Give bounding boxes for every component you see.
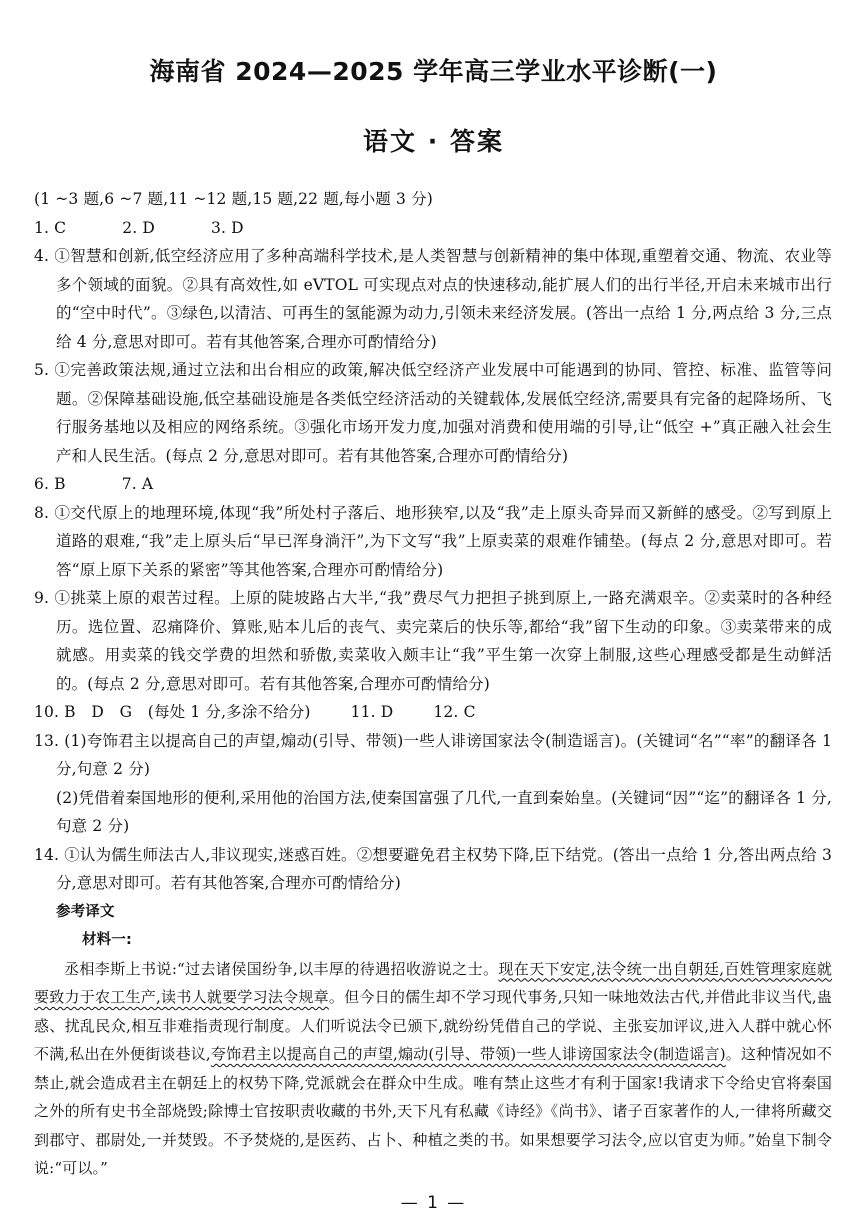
answer-11: 11. D	[350, 703, 394, 721]
answer-13-2: (2)凭借着秦国地形的便利,采用他的治国方法,使秦国富强了几代,一直到秦始皇。(关键词“因”“迄”的翻译各 1 分,句意 2 分)	[56, 788, 832, 835]
answer-14: 14. ①认为儒生师法古人,非议现实,迷惑百姓。②想要避免君主权势下降,臣下结党。(答出一点给 1 分,答出两点给 3 分,意思对即可。若有其他答案,合理亦可酌情给分)	[34, 845, 832, 892]
answer-7: 7. A	[121, 475, 154, 493]
translation-text: 丞相李斯上书说:“过去诸侯国纷争,以丰厚的待遇招收游说之士。	[64, 959, 499, 978]
answer-5: 5. ①完善政策法规,通过立法和出台相应的政策,解决低空经济产业发展中可能遇到的协同、管控、标准、监管等问题。②保障基础设施,低空基础设施是各类低空经济活动的关键载体,发展低空经济,需要具有完备的起降场所、飞行服务基地以及相应的网络系统。③强化市场开发力度,加强对消费和使用端的引导,让“低空 +”真正融入社会生产和人民生活。(每点 2 分,意思对即可。若有其他答案,合理亦可酌情给分)	[34, 361, 832, 465]
underlined-phrase: 现在天下安定,法令统一出自朝廷,百姓管理家庭就要致力于农工生产,读书人就要学习法令规章	[34, 959, 832, 1006]
answer-1: 1. C	[34, 218, 67, 237]
answer-6: 6. B	[34, 475, 66, 493]
answer-4: 4. ①智慧和创新,低空经济应用了多种高端科学技术,是人类智慧与创新精神的集中体现,重塑着交通、物流、农业等多个领域的面貌。②具有高效性,如 eVTOL 可实现点对点的快速移动,能扩展人们的出行半径,开启未来城市出行的“空中时代”。③绿色,以清洁、可再生的氢能源为动力,引领未来经济发展。(答出一点给 1 分,两点给 3 分,三点给 4 分,意思对即可。若有其他答案,合理亦可酌情给分)	[34, 247, 832, 351]
answer-3: 3. D	[210, 218, 244, 237]
answer-2: 2. D	[122, 218, 155, 237]
answer-12: 12. C	[433, 703, 476, 721]
answer-content	[34, 185, 832, 1183]
answer-13-1: 13. (1)夸饰君主以提高自己的声望,煽动(引导、带领)一些人诽谤国家法令(制造谣言)。(关键词“名”“率”的翻译各 1 分,句意 2 分)	[34, 731, 832, 778]
translation-text: 。这种情况如不禁止,就会造成君主在朝廷上的权势下降,党派就会在群众中生成。唯有禁止这些才有利于国家!我请求下令给史官将秦国之外的所有史书全部烧毁;除博士官按职责收藏的书外,天下凡有私藏《诗经》《尚书》、诸子百家著作的人,一律将所藏交到郡守、郡尉处,一并焚毁。不予焚烧的,是医药、占卜、种植之类的书。如果想要学习法令,应以官吏为师。”始皇下制令说:“可以。”	[34, 1045, 832, 1177]
answer-10: 10. B D G (每处 1 分,多涂不给分)	[34, 703, 311, 721]
score-note: (1 ~3 题,6 ~7 题,11 ~12 题,15 题,22 题,每小题 3 分)	[34, 190, 433, 208]
answer-row-1-3	[34, 214, 832, 243]
underlined-phrase: 夸饰君主以提高自己的声望,煽动(引导、带领)一些人诽谤国家法令(制造谣言)	[210, 1045, 726, 1063]
document-subtitle: 语文 · 答案	[363, 127, 504, 156]
material-heading: 材料一:	[82, 932, 132, 948]
answer-row-10-12	[34, 698, 832, 727]
translation-paragraph	[34, 955, 832, 1183]
page-number: — 1 —	[400, 1193, 467, 1213]
answer-row-6-7	[34, 470, 832, 499]
answer-8: 8. ①交代原上的地理环境,体现“我”所处村子落后、地形狭窄,以及“我”走上原头奇异而又新鲜的感受。②写到原上道路的艰难,“我”走上原头后“早已浑身淌汗”,为下文写“我”上原卖菜的艰难作铺垫。(每点 2 分,意思对即可。若答“原上原下关系的紧密”等其他答案,合理亦可酌情给分)	[34, 503, 832, 579]
translation-heading: 参考译文	[56, 903, 115, 920]
document-title: 海南省 2024—2025 学年高三学业水平诊断(一)	[149, 57, 718, 86]
answer-9: 9. ①挑菜上原的艰苦过程。上原的陡坡路占大半,“我”费尽气力把担子挑到原上,一路充满艰辛。②卖菜时的各种经历。选位置、忍痛降价、算账,贴本儿后的丧气、卖完菜后的快乐等,都给“我”留下生动的印象。③卖菜带来的成就感。用卖菜的钱交学费的坦然和骄傲,卖菜收入颇丰让“我”平生第一次穿上制服,这些心理感受都是生动鲜活的。(每点 2 分,意思对即可。若有其他答案,合理亦可酌情给分)	[34, 589, 832, 693]
translation-text: 。但今日的儒生却不学习现代事务,只知一味地效法古代,并借此非议当代,蛊惑、扰乱民众,相互非难指责现行制度。人们听说法令已颁下,就纷纷凭借自己的学说、主张妄加评议,进入人群中就心怀不满,私出在外便街谈巷议,	[34, 988, 832, 1063]
